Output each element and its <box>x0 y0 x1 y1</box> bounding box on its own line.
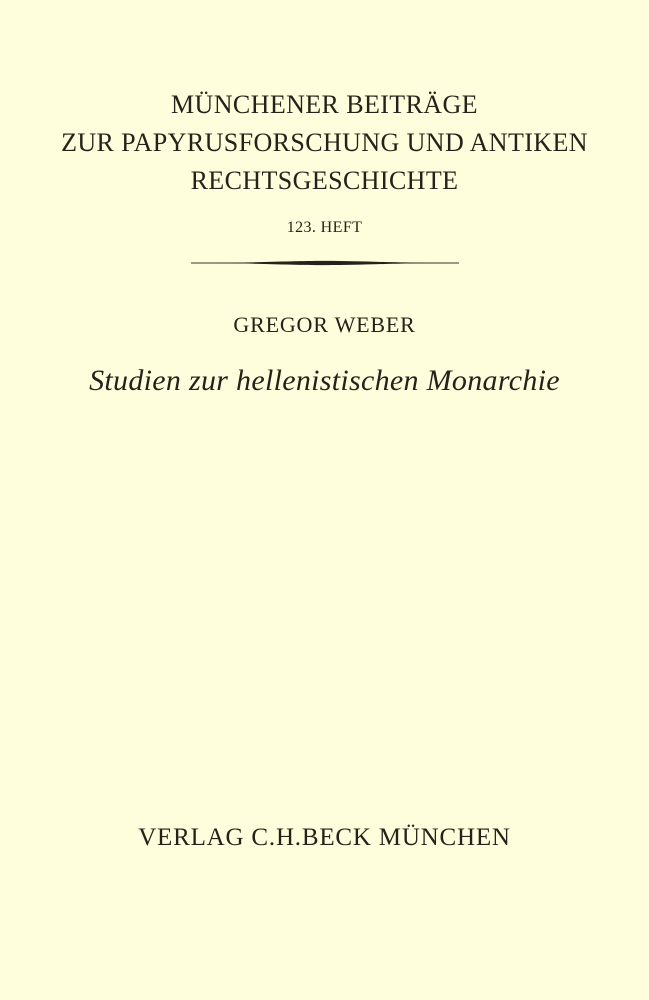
series-title-line-2: ZUR PAPYRUSFORSCHUNG UND ANTIKEN <box>61 128 588 157</box>
series-title <box>0 86 649 200</box>
swelled-rule-divider <box>0 259 649 267</box>
publisher-imprint: VERLAG C.H.BECK MÜNCHEN <box>138 824 511 851</box>
swelled-rule-icon <box>191 259 459 267</box>
series-title-line-1: MÜNCHENER BEITRÄGE <box>171 90 478 119</box>
book-title: Studien zur hellenistischen Monarchie <box>89 364 560 397</box>
author-name: GREGOR WEBER <box>233 312 416 337</box>
series-issue-number: 123. HEFT <box>286 219 363 236</box>
series-title-line-3: RECHTSGESCHICHTE <box>190 166 459 195</box>
